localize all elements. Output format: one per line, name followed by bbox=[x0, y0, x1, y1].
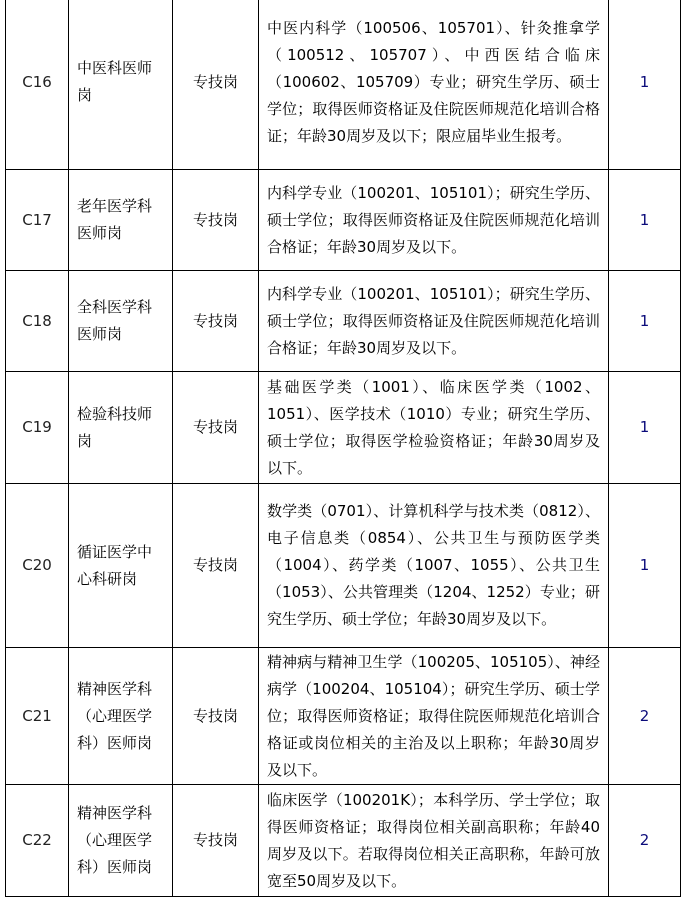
position-requirements: 数学类（0701）、计算机科学与技术类（0812）、电子信息类（0854）、公共卫生与预防医学类（1004）、药学类（1007、1055）、公共卫生（1053）、公共管理类（1204、1252）专业；研究生学历、硕士学位；年龄30周岁及以下。 bbox=[259, 484, 609, 648]
position-title: 循证医学中心科研岗 bbox=[69, 484, 173, 648]
positions-table bbox=[5, 0, 681, 897]
position-type: 专技岗 bbox=[173, 372, 259, 484]
position-count: 1 bbox=[609, 0, 681, 170]
position-count: 1 bbox=[609, 484, 681, 648]
position-type: 专技岗 bbox=[173, 271, 259, 372]
table-row bbox=[6, 785, 681, 897]
position-title: 检验科技师岗 bbox=[69, 372, 173, 484]
position-count: 1 bbox=[609, 170, 681, 271]
position-count: 1 bbox=[609, 372, 681, 484]
position-code: C22 bbox=[6, 785, 69, 897]
position-requirements: 内科学专业（100201、105101）；研究生学历、硕士学位；取得医师资格证及住院医师规范化培训合格证；年龄30周岁及以下。 bbox=[259, 271, 609, 372]
table-row bbox=[6, 372, 681, 484]
position-code: C18 bbox=[6, 271, 69, 372]
position-type: 专技岗 bbox=[173, 785, 259, 897]
position-requirements: 临床医学（100201K）；本科学历、学士学位；取得医师资格证；取得岗位相关副高职称；年龄40周岁及以下。若取得岗位相关正高职称，年龄可放宽至50周岁及以下。 bbox=[259, 785, 609, 897]
position-title: 中医科医师岗 bbox=[69, 0, 173, 170]
position-type: 专技岗 bbox=[173, 648, 259, 785]
position-code: C17 bbox=[6, 170, 69, 271]
position-code: C20 bbox=[6, 484, 69, 648]
position-requirements: 中医内科学（100506、105701）、针灸推拿学（100512、105707）、中西医结合临床（100602、105709）专业；研究生学历、硕士学位；取得医师资格证及住院医师规范化培训合格证；年龄30周岁及以下；限应届毕业生报考。 bbox=[259, 0, 609, 170]
position-title: 全科医学科医师岗 bbox=[69, 271, 173, 372]
table-row bbox=[6, 648, 681, 785]
position-count: 2 bbox=[609, 785, 681, 897]
position-requirements: 基础医学类（1001）、临床医学类（1002、1051）、医学技术（1010）专业；研究生学历、硕士学位；取得医学检验资格证；年龄30周岁及以下。 bbox=[259, 372, 609, 484]
position-requirements: 内科学专业（100201、105101）；研究生学历、硕士学位；取得医师资格证及住院医师规范化培训合格证；年龄30周岁及以下。 bbox=[259, 170, 609, 271]
position-code: C16 bbox=[6, 0, 69, 170]
position-type: 专技岗 bbox=[173, 170, 259, 271]
table-row bbox=[6, 271, 681, 372]
position-code: C21 bbox=[6, 648, 69, 785]
table-row bbox=[6, 0, 681, 170]
table-row bbox=[6, 170, 681, 271]
position-code: C19 bbox=[6, 372, 69, 484]
position-type: 专技岗 bbox=[173, 0, 259, 170]
position-count: 2 bbox=[609, 648, 681, 785]
position-title: 精神医学科（心理医学科）医师岗 bbox=[69, 785, 173, 897]
position-count: 1 bbox=[609, 271, 681, 372]
position-title: 老年医学科医师岗 bbox=[69, 170, 173, 271]
position-requirements: 精神病与精神卫生学（100205、105105）、神经病学（100204、105104）；研究生学历、硕士学位；取得医师资格证；取得住院医师规范化培训合格证或岗位相关的主治及以上职称；年龄30周岁及以下。 bbox=[259, 648, 609, 785]
position-title: 精神医学科（心理医学科）医师岗 bbox=[69, 648, 173, 785]
table-row bbox=[6, 484, 681, 648]
position-type: 专技岗 bbox=[173, 484, 259, 648]
